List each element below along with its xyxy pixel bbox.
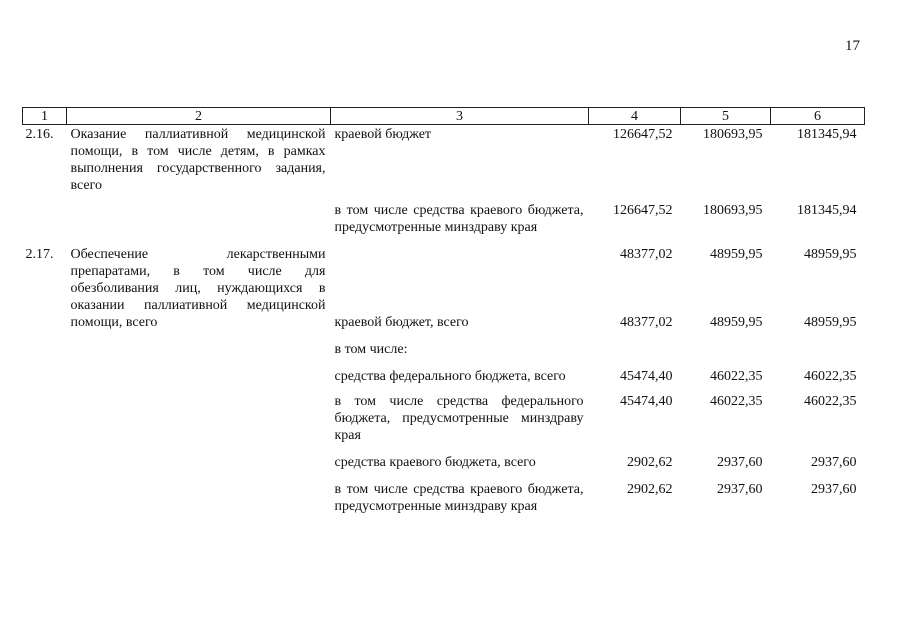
row-source: средства краевого бюджета, всего <box>334 455 536 470</box>
header-row <box>23 108 865 125</box>
budget-table <box>22 107 865 515</box>
header-col-5: 5 <box>681 108 771 125</box>
row-value-col6: 2937,60 <box>811 482 857 497</box>
row-value-col5: 2937,60 <box>717 455 763 470</box>
page-number: 17 <box>845 38 860 54</box>
table-row <box>23 331 865 358</box>
row-source: в том числе средства краевого бюджета, предусмотренные минздраву края <box>334 482 584 514</box>
row-name: Оказание паллиативной медицинской помощи, в том числе детям, в рамках выполнения государственного задания, всего <box>70 127 326 193</box>
row-value-col5: 48959,95 <box>710 315 763 330</box>
row-value-col4: 2902,62 <box>627 482 673 497</box>
header-col-4: 4 <box>589 108 681 125</box>
row-value-col5: 2937,60 <box>717 482 763 497</box>
row-value-col6 <box>771 331 865 358</box>
row-source: краевой бюджет, всего <box>334 315 469 330</box>
row-value-col5: 46022,35 <box>710 394 763 409</box>
row-value-col4 <box>589 331 681 358</box>
table-row <box>23 194 865 236</box>
row-value-col5 <box>681 331 771 358</box>
row-value-col4: 48377,02 <box>620 315 673 330</box>
header-col-6: 6 <box>771 108 865 125</box>
row-value-col4: 126647,52 <box>613 203 673 218</box>
row-value-col6: 46022,35 <box>804 369 857 384</box>
row-name <box>67 331 331 515</box>
row-value-col4: 48377,02 <box>620 247 673 262</box>
row-value-col5: 180693,95 <box>703 203 763 218</box>
row-source: краевой бюджет <box>334 127 432 142</box>
row-value-col6: 181345,94 <box>797 127 857 142</box>
row-value-col6: 181345,94 <box>797 203 857 218</box>
row-value-col4: 45474,40 <box>620 394 673 409</box>
row-value-col5: 180693,95 <box>703 127 763 142</box>
row-value-col6: 48959,95 <box>804 315 857 330</box>
header-col-3: 3 <box>331 108 589 125</box>
row-value-col6: 2937,60 <box>811 455 857 470</box>
header-col-2: 2 <box>67 108 331 125</box>
row-value-col6: 48959,95 <box>804 247 857 262</box>
table-row <box>23 125 865 195</box>
table-header <box>23 108 865 125</box>
table-row <box>23 236 865 275</box>
row-value-col6: 46022,35 <box>804 394 857 409</box>
row-name: Обеспечение лекарственными препаратами, в том числе для обезболивания лиц, нуждающихся в оказании паллиативной медицинской помощи, всего <box>70 247 326 330</box>
row-source: в том числе средства федерального бюджета, предусмотренные минздраву края <box>334 394 584 443</box>
row-number: 2.16. <box>25 127 54 142</box>
row-value-col5: 48959,95 <box>710 247 763 262</box>
row-number <box>23 194 67 236</box>
row-value-col4: 126647,52 <box>613 127 673 142</box>
row-source: в том числе: <box>334 342 408 357</box>
row-source <box>331 236 589 275</box>
row-number: 2.17. <box>25 247 54 262</box>
header-col-1: 1 <box>23 108 67 125</box>
row-source: средства федерального бюджета, всего <box>334 369 566 384</box>
row-value-col5: 46022,35 <box>710 369 763 384</box>
row-value-col4: 45474,40 <box>620 369 673 384</box>
row-source: в том числе средства краевого бюджета, предусмотренные минздраву края <box>334 203 584 235</box>
row-name <box>67 194 331 236</box>
row-value-col4: 2902,62 <box>627 455 673 470</box>
